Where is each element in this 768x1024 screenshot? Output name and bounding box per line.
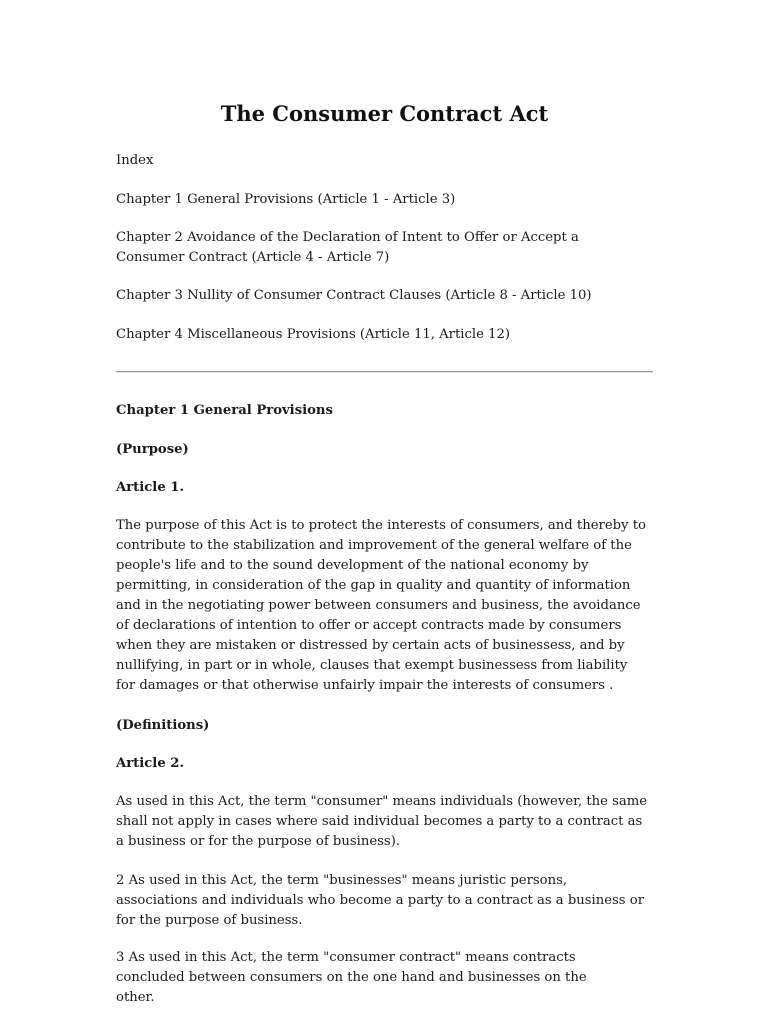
article-2-paragraph-3: 3 As used in this Act, the term "consumer contract" means contracts concluded between consumers on the one hand and businesses on the other. — [116, 950, 587, 1005]
article-2-paragraph-1: As used in this Act, the term "consumer" means individuals (however, the same shall not apply in cases where said individual becomes a party to a contract as a business or for the purpose of business). — [116, 794, 648, 849]
article-1-heading: Article 1. — [116, 480, 185, 495]
index-entry-chapter-3: Chapter 3 Nullity of Consumer Contract Clauses (Article 8 - Article 10) — [116, 288, 592, 303]
article-2-heading: Article 2. — [116, 756, 185, 771]
index-entry-chapter-2: Chapter 2 Avoidance of the Declaration of Intent to Offer or Accept a Consumer Contract (Article 4 - Article 7) — [116, 230, 579, 265]
chapter-1-heading: Chapter 1 General Provisions — [116, 403, 333, 418]
index-heading: Index — [116, 153, 154, 168]
article-2-paragraph-2: 2 As used in this Act, the term "businesses" means juristic persons, associations and individuals who become a party to a contract as a business or for the purpose of business. — [116, 873, 645, 928]
definitions-caption: (Definitions) — [116, 718, 210, 733]
document-title: The Consumer Contract Act — [220, 101, 549, 126]
index-entry-chapter-4: Chapter 4 Miscellaneous Provisions (Article 11, Article 12) — [116, 327, 511, 342]
purpose-caption: (Purpose) — [116, 442, 189, 457]
index-entry-chapter-1: Chapter 1 General Provisions (Article 1 - Article 3) — [116, 192, 456, 207]
section-divider — [116, 371, 653, 373]
article-1-text: The purpose of this Act is to protect the interests of consumers, and thereby to contribute to the stabilization and improvement of the general welfare of the people's life and to the sound development of the national economy by permitting, in consideration of the gap in quality and quantity of information and in the negotiating power between consumers and business, the avoidance of declarations of intention to offer or accept contracts made by consumers when they are mistaken or distressed by certain acts of businessess, and by nullifying, in part or in whole, clauses that exempt businessess from liability for damages or that otherwise unfairly impair the interests of consumers . — [116, 518, 646, 693]
